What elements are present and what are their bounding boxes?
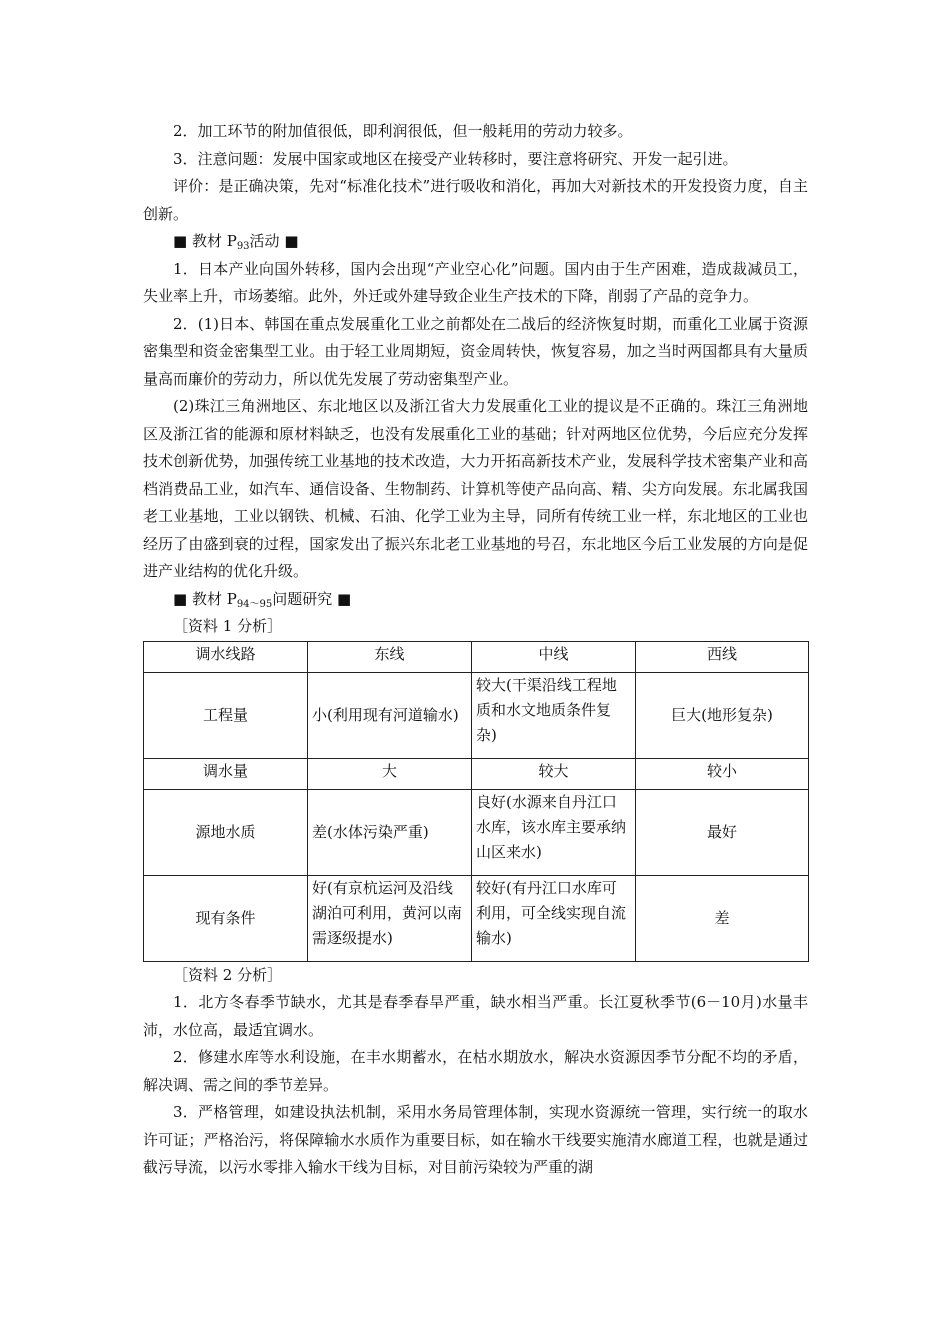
table-cell: 源地水质 <box>144 789 308 875</box>
table-cell: 现有条件 <box>144 875 308 961</box>
table-cell: 巨大(地形复杂) <box>636 672 809 758</box>
table-cell: 良好(水源来自丹江口水库，该水库主要承纳山区来水) <box>472 789 636 875</box>
table-row <box>144 789 809 875</box>
heading-suffix: 问题研究 ■ <box>272 589 352 608</box>
water-transfer-table <box>143 641 809 962</box>
paragraph: 2．修建水库等水利设施，在丰水期蓄水，在枯水期放水，解决水资源因季节分配不均的矛盾，解决调、需之间的季节差异。 <box>143 1048 808 1094</box>
document-page <box>143 118 808 1182</box>
page-subscript: 93 <box>236 241 250 252</box>
table-cell: 较小 <box>636 758 809 789</box>
table-cell: 大 <box>308 758 472 789</box>
table-cell: 小(利用现有河道输水) <box>308 672 472 758</box>
section-heading-activity <box>143 228 808 256</box>
page-subscript: 94～95 <box>236 598 273 610</box>
paragraph: 3．注意问题：发展中国家或地区在接受产业转移时，要注意将研究、开发一起引进。 <box>173 149 738 168</box>
table-header-row <box>144 641 809 672</box>
table-header-cell: 西线 <box>636 641 809 672</box>
material-1-label: ［资料 1 分析］ <box>173 617 283 635</box>
table-cell: 较大(干渠沿线工程地质和水文地质条件复杂) <box>472 672 636 758</box>
paragraph: 2．加工环节的附加值很低，即利润很低，但一般耗用的劳动力较多。 <box>173 122 633 140</box>
table-cell: 调水量 <box>144 758 308 789</box>
table-cell: 较大 <box>472 758 636 789</box>
table-header-cell: 中线 <box>472 641 636 672</box>
table-cell: 差 <box>636 875 809 961</box>
paragraph: 评价：是正确决策，先对“标准化技术”进行吸收和消化，再加大对新技术的开发投资力度，自主创新。 <box>143 177 808 223</box>
table-row <box>144 672 809 758</box>
paragraph: (2)珠江三角洲地区、东北地区以及浙江省大力发展重化工业的提议是不正确的。珠江三角洲地区及浙江省的能源和原材料缺乏，也没有发展重化工业的基础；针对两地区位优势，今后应充分发挥技术创新优势，加强传统工业基地的技术改造，大力开拓高新技术产业，发展科学技术密集产业和高档消费品工业，如汽车、通信设备、生物制药、计算机等使产品向高、精、尖方向发展。东北属我国老工业基地，工业以钢铁、机械、石油、化学工业为主导，同所有传统工业一样，东北地区的工业也经历了由盛到衰的过程，国家发出了振兴东北老工业基地的号召，东北地区今后工业发展的方向是促进产业结构的优化升级。 <box>143 397 808 580</box>
table-cell: 差(水体污染严重) <box>308 789 472 875</box>
heading-prefix: ■ 教材 P <box>173 232 237 250</box>
paragraph: 1．日本产业向国外转移，国内会出现“产业空心化”问题。国内由于生产困难，造成裁减员工，失业率上升，市场萎缩。此外，外迁或外建导致企业生产技术的下降，削弱了产品的竞争力。 <box>143 259 808 305</box>
table-cell: 工程量 <box>144 672 308 758</box>
heading-suffix: 活动 ■ <box>249 232 299 250</box>
table-cell: 好(有京杭运河及沿线湖泊可利用，黄河以南需逐级提水) <box>308 875 472 961</box>
table-header-cell: 调水线路 <box>144 641 308 672</box>
table-row <box>144 758 809 789</box>
paragraph: 3．严格管理，如建设执法机制，采用水务局管理体制，实现水资源统一管理，实行统一的取水许可证；严格治污，将保障输水水质作为重要目标，如在输水干线要实施清水廊道工程，也就是通过截污导流，以污水零排入输水干线为目标，对目前污染较为严重的湖 <box>143 1103 808 1176</box>
heading-prefix: ■ 教材 P <box>173 589 237 608</box>
paragraph: 1．北方冬春季节缺水，尤其是春季春旱严重，缺水相当严重。长江夏秋季节(6－10月)水量丰沛，水位高，最适宜调水。 <box>143 993 808 1039</box>
table-row <box>144 875 809 961</box>
table-cell: 最好 <box>636 789 809 875</box>
table-cell: 较好(有丹江口水库可利用，可全线实现自流输水) <box>472 875 636 961</box>
material-2-label: ［资料 2 分析］ <box>173 965 283 984</box>
paragraph: 2．(1)日本、韩国在重点发展重化工业之前都处在二战后的经济恢复时期，而重化工业属于资源密集型和资金密集型工业。由于轻工业周期短，资金周转快，恢复容易，加之当时两国都具有大量质量高而廉价的劳动力，所以优先发展了劳动密集型产业。 <box>143 314 808 388</box>
table-header-cell: 东线 <box>308 641 472 672</box>
section-heading-research <box>143 586 808 614</box>
